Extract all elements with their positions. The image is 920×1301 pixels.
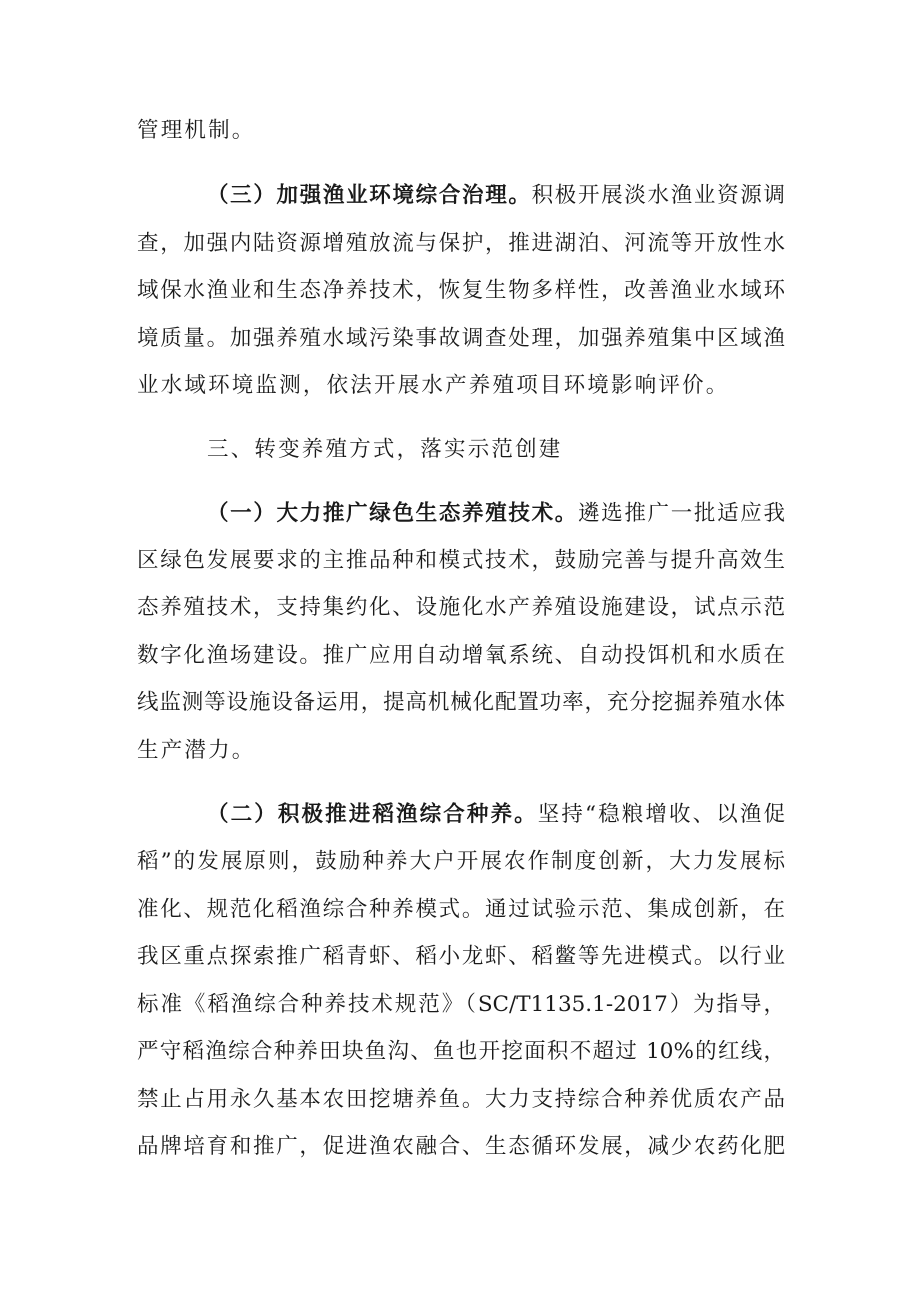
text-line [207,800,785,830]
section-heading: （二）积极推进稻渔综合种养。 [207,802,538,827]
text-line: 生产潜力。 [137,738,256,763]
text-run: 遴选推广一批适应我 [577,501,785,526]
section-heading: （三）加强渔业环境综合治理。 [207,183,532,208]
text-line: 品牌培育和推广，促进渔农融合、生态循环发展，减少农药化肥 [137,1134,785,1159]
chapter-heading: 三、转变养殖方式，落实示范创建 [207,437,563,462]
text-line: 严守稻渔综合种养田块鱼沟、鱼也开挖面积不超过 10%的红线， [137,1039,785,1064]
text-run: 坚持“稳粮增收、以渔促 [537,802,785,827]
text-line: 线监测等设施设备运用，提高机械化配置功率，充分挖掘养殖水体 [137,690,785,715]
text-line: 稻”的发展原则，鼓励种养大户开展农作制度创新，大力发展标 [137,849,785,874]
text-line: 准化、规范化稻渔综合种养模式。通过试验示范、集成创新，在 [137,897,785,922]
text-line: 我区重点探索推广稻青虾、稻小龙虾、稻鳖等先进模式。以行业 [137,944,785,969]
text-line: 业水域环境监测，依法开展水产养殖项目环境影响评价。 [137,373,730,398]
text-line: 标准《稻渔综合种养技术规范》（SC/T1135.1-2017）为指导， [137,992,785,1017]
text-line: 禁止占用永久基本农田挖塘养鱼。大力支持综合种养优质农产品 [137,1087,785,1112]
text-run: 积极开展淡水渔业资源调 [531,183,785,208]
text-line: 查，加强内陆资源增殖放流与保护，推进湖泊、河流等开放性水 [137,231,785,256]
text-line: 区绿色发展要求的主推品种和模式技术，鼓励完善与提升高效生 [137,548,785,573]
text-line: 管理机制。 [137,118,256,143]
text-line [207,499,785,529]
text-line [207,181,785,211]
text-line: 域保水渔业和生态净养技术，恢复生物多样性，改善渔业水域环 [137,278,785,303]
text-line: 境质量。加强养殖水域污染事故调查处理，加强养殖集中区域渔 [137,326,785,351]
text-line: 数字化渔场建设。推广应用自动增氧系统、自动投饵机和水质在 [137,643,785,668]
text-line: 态养殖技术，支持集约化、设施化水产养殖设施建设，试点示范 [137,595,785,620]
section-heading: （一）大力推广绿色生态养殖技术。 [207,501,578,526]
